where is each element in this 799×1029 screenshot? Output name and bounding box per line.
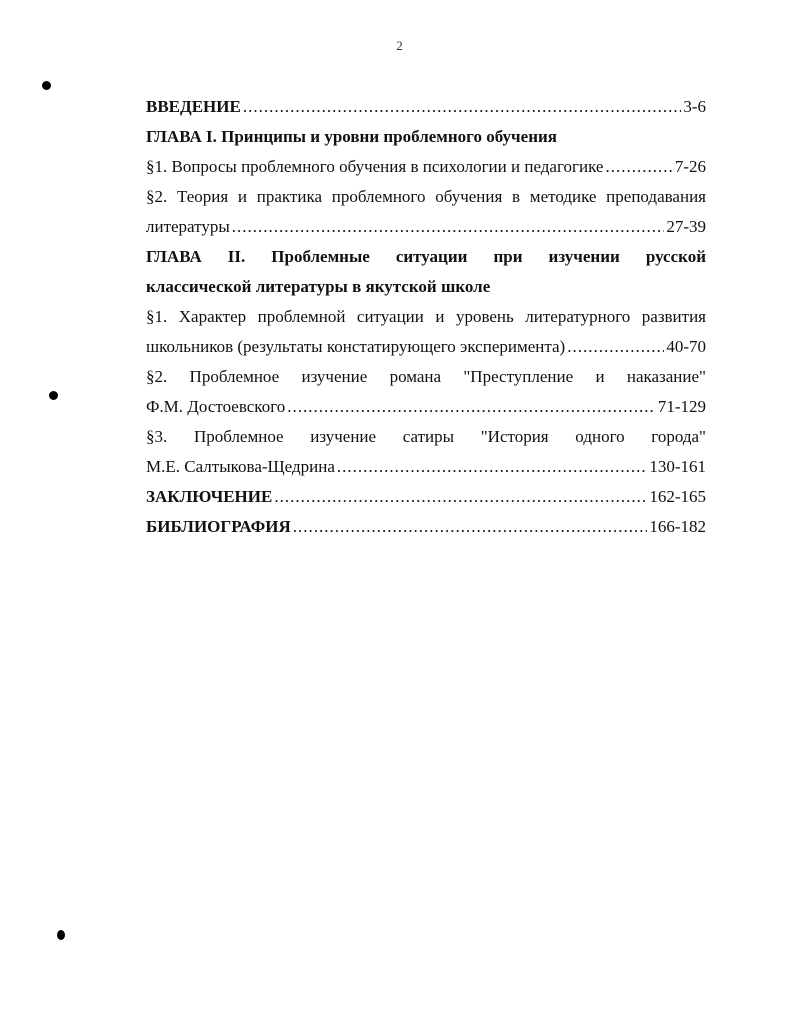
dot-leader [293, 512, 648, 542]
toc-entry-ch1-sec2-line2 [146, 212, 706, 242]
toc-entry-pages: 162-165 [649, 487, 706, 506]
table-of-contents [146, 92, 706, 542]
toc-entry-conclusion [146, 482, 706, 512]
toc-entry-title: М.Е. Салтыкова-Щедрина [146, 457, 335, 476]
dot-leader [287, 392, 656, 422]
toc-entry-ch2-sec3-line1: §3. Проблемное изучение сатиры "История одного города" [146, 427, 706, 446]
toc-entry-pages: 166-182 [649, 517, 706, 536]
toc-entry-ch1-sec2-line1: §2. Теория и практика проблемного обучения в методике преподавания [146, 187, 706, 206]
dot-leader [567, 332, 664, 362]
dot-leader [232, 212, 665, 242]
toc-entry-title: ВВЕДЕНИЕ [146, 97, 241, 116]
scan-mark-dot [49, 391, 58, 400]
toc-entry-title: БИБЛИОГРАФИЯ [146, 517, 291, 536]
toc-entry-title: школьников (результаты констатирующего эксперимента) [146, 337, 566, 356]
toc-chapter-2-title-line1: ГЛАВА II. Проблемные ситуации при изучении русской [146, 247, 706, 266]
toc-entry-title: ЗАКЛЮЧЕНИЕ [146, 487, 273, 506]
dot-leader [337, 452, 647, 482]
toc-chapter-1-title: ГЛАВА I. Принципы и уровни проблемного обучения [146, 127, 557, 146]
toc-entry-title: Ф.М. Достоевского [146, 397, 286, 416]
toc-entry-intro [146, 92, 706, 122]
scan-mark-dot [57, 930, 65, 940]
toc-entry-pages: 7-26 [674, 157, 706, 176]
toc-entry-pages: 27-39 [666, 217, 706, 236]
toc-entry-title: §1. Вопросы проблемного обучения в психологии и педагогике [146, 157, 604, 176]
dot-leader [605, 152, 672, 182]
scan-mark-dot [42, 81, 51, 90]
dot-leader [243, 92, 681, 122]
toc-entry-pages: 71-129 [657, 397, 706, 416]
toc-entry-ch1-sec1 [146, 152, 706, 182]
dot-leader [274, 482, 647, 512]
toc-entry-pages: 130-161 [649, 457, 706, 476]
toc-entry-ch2-sec2-line2 [146, 392, 706, 422]
toc-chapter-2-title-line2: классической литературы в якутской школе [146, 277, 491, 296]
toc-entry-pages: 3-6 [683, 97, 706, 116]
toc-entry-pages: 40-70 [666, 337, 706, 356]
toc-entry-ch2-sec2-line1: §2. Проблемное изучение романа "Преступление и наказание" [146, 367, 706, 386]
toc-entry-ch2-sec3-line2 [146, 452, 706, 482]
page-number: 2 [396, 38, 403, 53]
toc-entry-ch2-sec1-line2 [146, 332, 706, 362]
toc-entry-title: литературы [146, 217, 230, 236]
toc-entry-ch2-sec1-line1: §1. Характер проблемной ситуации и уровень литературного развития [146, 307, 706, 326]
toc-entry-bibliography [146, 512, 706, 542]
